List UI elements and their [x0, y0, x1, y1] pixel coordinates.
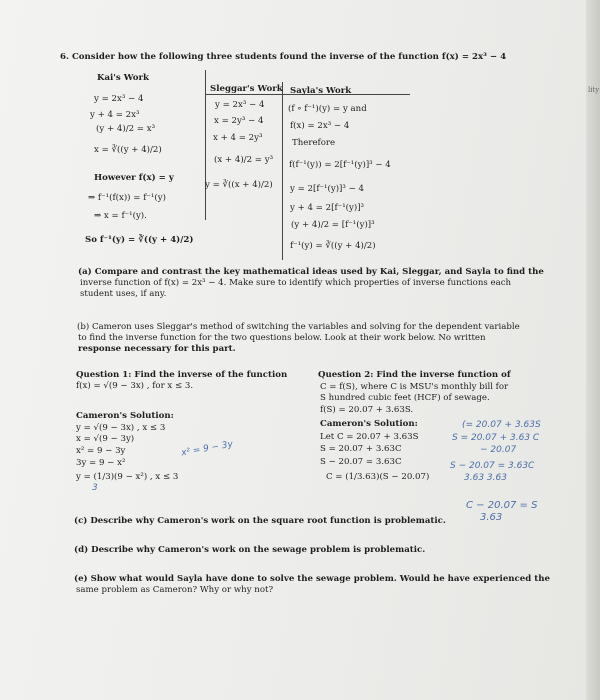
part-a-line: (a) Compare and contrast the key mathematical ideas used by Kai, Sleggar, and Sayla to find the [78, 267, 544, 277]
sayla-line: y = 2[f⁻¹(y)]³ − 4 [290, 184, 364, 194]
handwritten-note: S = 20.07 + 3.63 C [452, 433, 540, 443]
part-e-line: same problem as Cameron? Why or why not? [76, 585, 274, 595]
part-b-line: (b) Cameron uses Sleggar's method of switching the variables and solving for the dependent variable [77, 322, 520, 332]
handwritten-note: 3.63 3.63 [464, 473, 507, 483]
handwritten-note: (= 20.07 + 3.63S [462, 420, 541, 430]
question-1-function: f(x) = √(9 − 3x) , for x ≤ 3. [76, 381, 194, 391]
part-b-line: response necessary for this part. [78, 344, 236, 354]
kai-line: ⇒ f⁻¹(f(x)) = f⁻¹(y) [88, 193, 166, 203]
kai-line: y + 4 = 2x³ [90, 110, 140, 120]
question-1-line: x = √(9 − 3y) [76, 434, 135, 444]
sleggar-line: x + 4 = 2y³ [213, 133, 263, 143]
sayla-header: Sayla's Work [290, 86, 352, 96]
kai-line: (y + 4)/2 = x³ [96, 124, 156, 134]
question-1-title: Question 1: Find the inverse of the function [76, 370, 288, 380]
handwritten-note: x² = 9 − 3y [180, 439, 234, 459]
question-6-intro: 6. Consider how the following three students found the inverse of the function f(x) = 2x³ − 4 [60, 52, 507, 62]
handwritten-note: − 20.07 [480, 445, 517, 455]
handwritten-note: 3 [92, 483, 98, 493]
question-1-line: 3y = 9 − x² [76, 458, 126, 468]
sleggar-line: x = 2y³ − 4 [214, 116, 264, 126]
question-2-line: S − 20.07 = 3.63C [320, 457, 402, 467]
part-d: (d) Describe why Cameron's work on the sewage problem is problematic. [74, 545, 426, 555]
table-divider-1 [205, 70, 206, 220]
handwritten-note: S − 20.07 = 3.63C [450, 461, 535, 471]
part-b-line: to find the inverse function for the two questions below. Look at their work below. No written [78, 333, 486, 343]
sayla-line: f(f⁻¹(y)) = 2[f⁻¹(y)]³ − 4 [289, 160, 391, 170]
sayla-line: (y + 4)/2 = [f⁻¹(y)]³ [291, 220, 375, 230]
part-c: (c) Describe why Cameron's work on the square root function is problematic. [74, 516, 446, 526]
page-edge-shadow [586, 0, 600, 700]
question-1-solution-header: Cameron's Solution: [76, 411, 174, 421]
edge-text: lity [588, 86, 600, 94]
sleggar-header: Sleggar's Work [210, 84, 283, 94]
handwritten-note: C − 20.07 = S [466, 500, 538, 511]
sayla-line: f⁻¹(y) = ∛((y + 4)/2) [290, 241, 376, 251]
kai-line: So f⁻¹(y) = ∛((y + 4)/2) [85, 235, 194, 245]
part-a-line: student uses, if any. [80, 289, 167, 299]
question-2-line: C = (1/3.63)(S − 20.07) [326, 472, 430, 482]
question-2-title: Question 2: Find the inverse function of [318, 370, 511, 380]
kai-line: x = ∛((y + 4)/2) [94, 145, 162, 155]
question-1-line: y = (1/3)(9 − x²) , x ≤ 3 [76, 472, 179, 482]
question-2-solution-header: Cameron's Solution: [320, 419, 418, 429]
sayla-line: Therefore [292, 138, 336, 148]
question-1-line: y = √(9 − 3x) , x ≤ 3 [76, 423, 166, 433]
table-divider-2 [282, 82, 283, 260]
handwritten-note: 3.63 [480, 512, 503, 523]
kai-line: y = 2x³ − 4 [94, 94, 144, 104]
question-1-line: x² = 9 − 3y [76, 446, 126, 456]
kai-line: However f(x) = y [94, 173, 174, 183]
question-2-intro-line: C = f(S), where C is MSU's monthly bill for [320, 382, 509, 392]
question-2-line: Let C = 20.07 + 3.63S [320, 432, 419, 442]
sleggar-line: y = 2x³ − 4 [215, 100, 265, 110]
sayla-line: y + 4 = 2[f⁻¹(y)]³ [290, 203, 364, 213]
sleggar-line: y = ∛((x + 4)/2) [205, 180, 273, 190]
sayla-line: f(x) = 2x³ − 4 [290, 121, 350, 131]
sleggar-line: (x + 4)/2 = y³ [214, 155, 274, 165]
question-2-intro-line: f(S) = 20.07 + 3.63S. [320, 405, 414, 415]
part-a-line: inverse function of f(x) = 2x³ − 4. Make sure to identify which properties of inverse functions each [80, 278, 512, 288]
question-2-intro-line: S hundred cubic feet (HCF) of sewage. [320, 393, 490, 403]
sayla-line: (f ∘ f⁻¹)(y) = y and [288, 104, 367, 114]
kai-header: Kai's Work [97, 73, 149, 83]
part-e-line: (e) Show what would Sayla have done to solve the sewage problem. Would he have experienced the [74, 574, 550, 584]
kai-line: ⇒ x = f⁻¹(y). [94, 211, 147, 221]
question-2-line: S = 20.07 + 3.63C [320, 444, 402, 454]
